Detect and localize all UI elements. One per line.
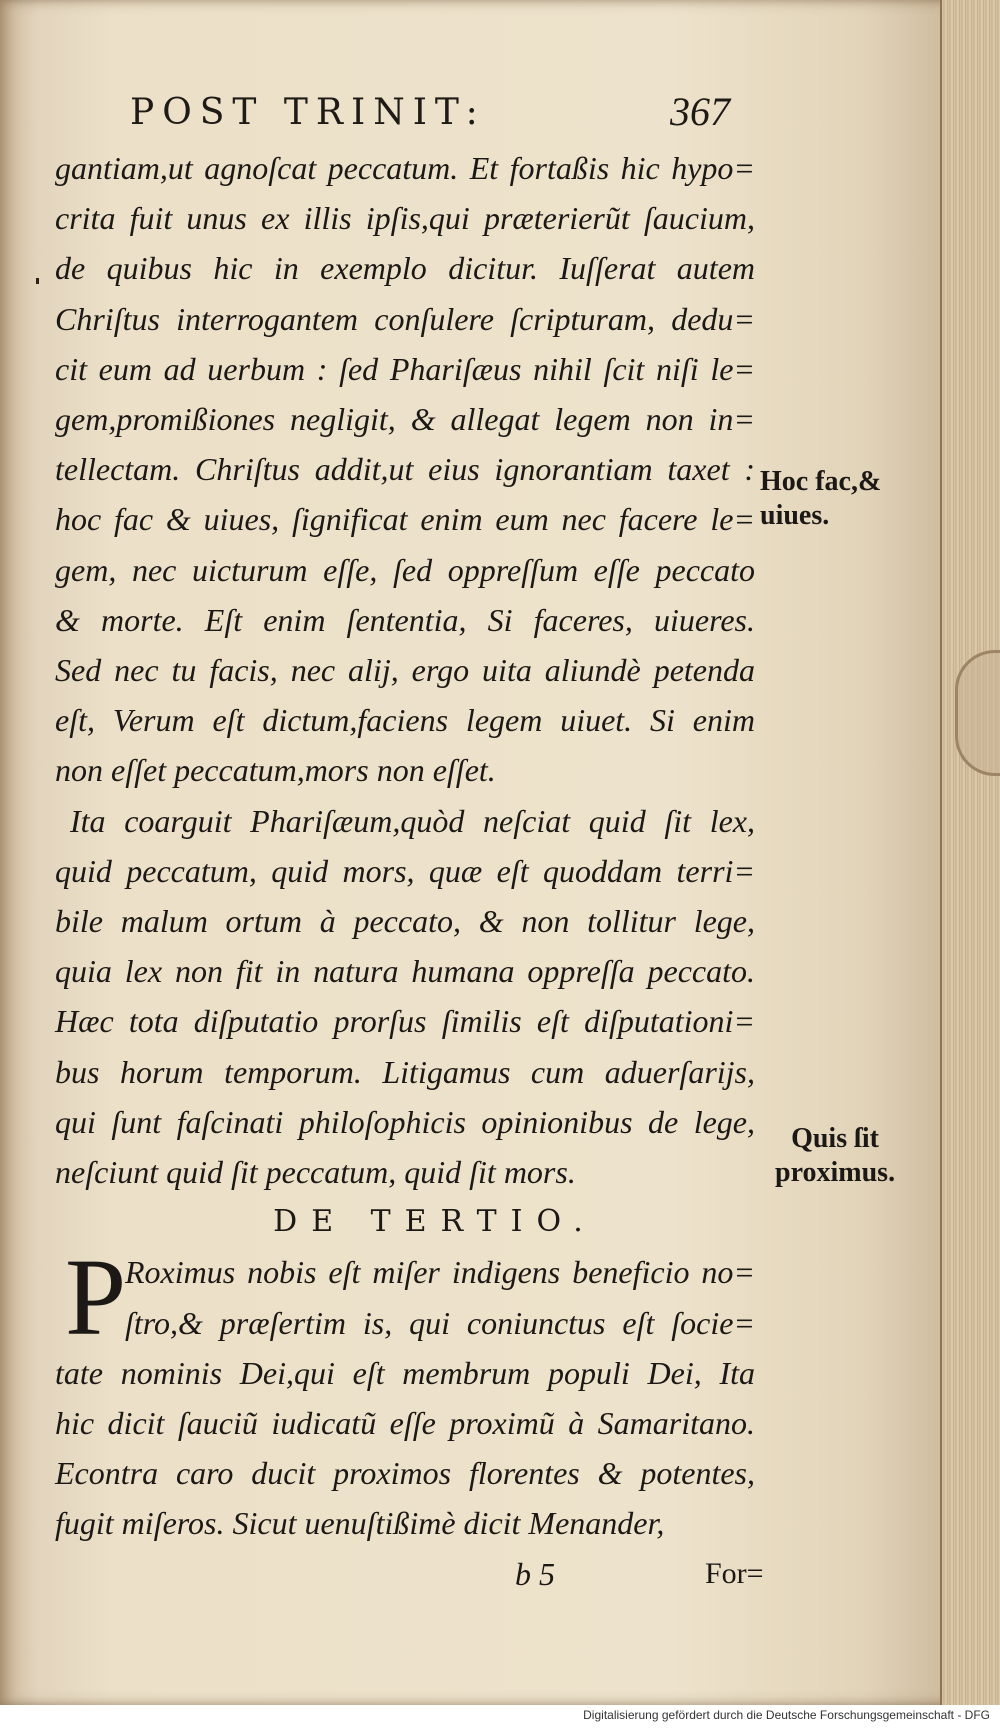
paragraph-1 [55,143,755,796]
text-line: de quibus hic in exemplo dicitur. Iuſſerat autem [55,250,755,287]
margin-note-line: uiues. [760,500,830,531]
margin-note-hoc-fac [760,465,881,533]
catch-row [55,1549,764,1599]
margin-note-line: Quis ſit [791,1123,879,1154]
text-line: Econtra caro ducit proximos florentes & potentes, [55,1455,755,1492]
text-line: cit eum ad uerbum : ſed Phariſæus nihil ſcit niſi le= [55,350,755,387]
text-line: gem,promißiones negligit, & allegat legem non in= [55,401,755,438]
footer-bar [0,1705,1000,1728]
section-title: DE TERTIO. [273,1204,597,1240]
text-line: Hæc tota diſputatio prorſus ſimilis eſt diſputationi= [55,1003,755,1040]
text-line: Ita coarguit Phariſæum,quòd neſciat quid ſit lex, [70,802,755,839]
text-line: non eſſet peccatum,mors non eſſet. [55,752,496,789]
text-line: qui ſunt faſcinati philoſophicis opinionibus de lege, [55,1103,755,1140]
text-line: Chriſtus interrogantem conſulere ſcripturam, dedu= [55,300,755,337]
book-clasp [955,650,1000,776]
text-line: & morte. Eſt enim ſententia, Si faceres, uiueres. [55,601,755,638]
text-line: ſtro,& præſertim is, qui coniunctus eſt ſocie= [125,1304,755,1341]
text-line: eſt, Verum eſt dictum,faciens legem uiuet. Si enim [55,702,755,739]
text-line: hic dicit ſauciũ iudicatũ eſſe proximũ à Samaritano. [55,1405,755,1442]
text-line: neſciunt quid ſit peccatum, quid ſit mors. [55,1154,576,1191]
main-text [55,143,764,1599]
text-line: gem, nec uicturum eſſe, ſed oppreſſum eſſe peccato [55,551,755,588]
text-line: Roximus nobis eſt miſer indigens beneficio no= [125,1254,755,1291]
catchword: For= [705,1556,764,1590]
text-line: tellectam. Chriſtus addit,ut eius ignorantiam taxet : [55,451,755,488]
page-number: 367 [670,89,730,134]
text-line: bile malum ortum à peccato, & non tollitur lege, [55,903,755,940]
running-head: POST TRINIT: [130,92,486,133]
text-line: crita fuit unus ex illis ipſis,qui præterierũt ſaucium, [55,200,755,237]
page-header [130,89,730,142]
text-line: quid peccatum, quid mors, quæ eſt quoddam terri= [55,852,755,889]
signature-mark: b 5 [515,1555,555,1592]
page-fore-edge [940,0,1000,1705]
ink-mark [36,278,39,284]
footer-credit: Digitalisierung gefördert durch die Deutsche Forschungsgemeinschaft - DFG [583,1708,990,1722]
text-line: gantiam,ut agnoſcat peccatum. Et fortaßis hic hypo= [55,150,755,186]
text-line: bus horum temporum. Litigamus cum aduerſarijs, [55,1053,755,1090]
paragraph-3 [55,1236,755,1548]
text-line: hoc fac & uiues, ſignificat enim eum nec facere le= [55,501,755,538]
text-line: fugit miſeros. Sicut uenuſtißimè dicit Menander, [55,1505,665,1542]
margin-note-line: proximus. [775,1157,896,1188]
drop-capital: P [65,1236,127,1359]
margin-note-line: Hoc fac,& [760,466,882,497]
paragraph-2 [55,796,755,1198]
text-line: tate nominis Dei,qui eſt membrum populi Dei, Ita [55,1354,755,1391]
text-line: Sed nec tu facis, nec alij, ergo uita aliundè petenda [55,652,755,689]
margin-note-quis-sit [775,1122,895,1190]
text-line: quia lex non fit in natura humana oppreſſa peccato. [55,953,755,990]
